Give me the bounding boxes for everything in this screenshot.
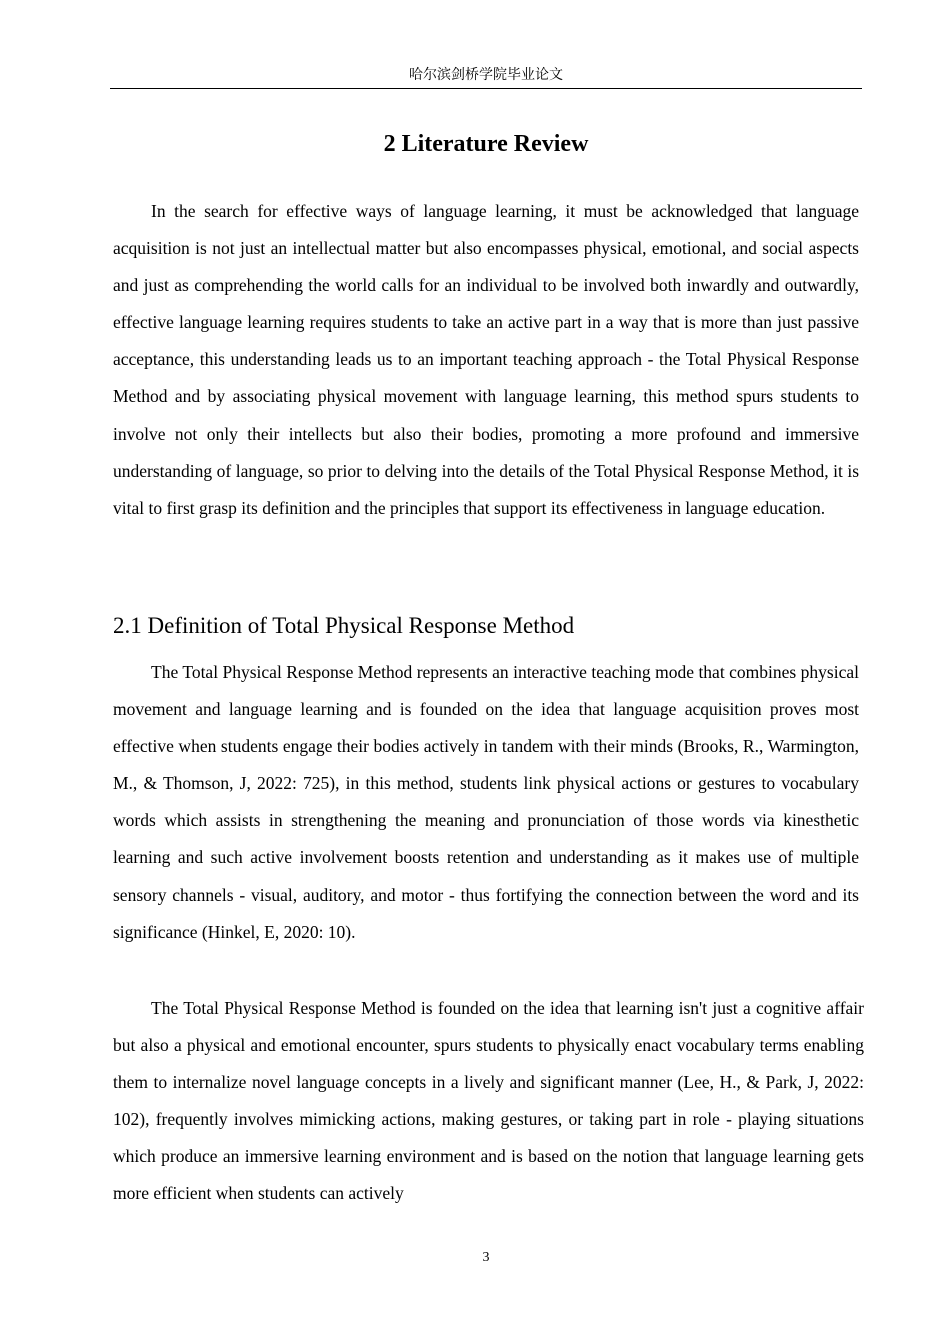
header-rule: [110, 88, 862, 89]
body-paragraph-2: The Total Physical Response Method is founded on the idea that learning isn't just a cognitive affair but also a physical and emotional encounter, spurs students to physically enact vocabulary terms enabling them to internalize novel language concepts in a lively and significant manner (Lee, H., & Park, J, 2022: 102), frequently involves mimicking actions, making gestures, or taking part in role - playing situations which produce an immersive learning environment and is based on the notion that language learning gets more efficient when students can actively: [113, 998, 864, 1204]
page-number: 3: [482, 1250, 490, 1265]
section-title: 2.1 Definition of Total Physical Response Method: [113, 613, 575, 638]
body-paragraph-1: The Total Physical Response Method represents an interactive teaching mode that combines physical movement and language learning and is founded on the idea that language acquisition proves most effective when students engage their bodies actively in tandem with their minds (Brooks, R., Warmington, M., & Thomson, J, 2022: 725), in this method, students link physical actions or gestures to vocabulary words which assists in strengthening the meaning and pronunciation of those words via kinesthetic learning and such active involvement boosts retention and understanding as it makes use of multiple sensory channels - visual, auditory, and motor - thus fortifying the connection between the word and its significance (Hinkel, E, 2020: 10).: [113, 662, 859, 942]
intro-paragraph: In the search for effective ways of language learning, it must be acknowledged that language acquisition is not just an intellectual matter but also encompasses physical, emotional, and social aspects and just as comprehending the world calls for an individual to be involved both inwardly and outwardly, effective language learning requires students to take an active part in a way that is more than just passive acceptance, this understanding leads us to an important teaching approach - the Total Physical Response Method and by associating physical movement with language learning, this method spurs students to involve not only their intellects but also their bodies, promoting a more profound and immersive understanding of language, so prior to delving into the details of the Total Physical Response Method, it is vital to first grasp its definition and the principles that support its effectiveness in language education.: [113, 201, 859, 518]
chapter-title: 2 Literature Review: [383, 131, 589, 157]
running-header: 哈尔滨剑桥学院毕业论文: [409, 68, 563, 83]
